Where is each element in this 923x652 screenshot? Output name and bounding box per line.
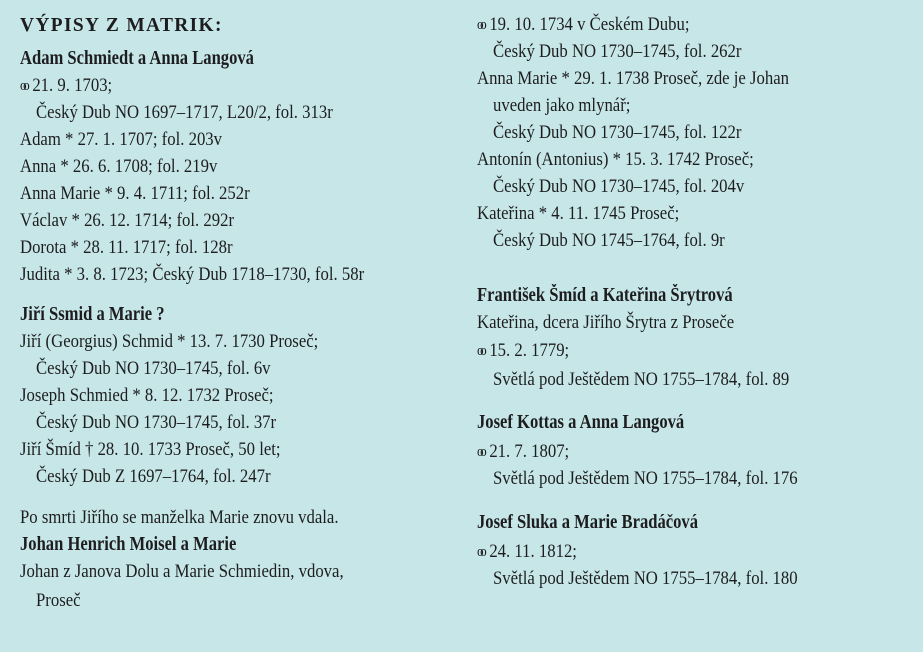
marriage-date: 19. 10. 1734 v Českém Dubu;	[489, 14, 690, 35]
family-heading: Adam Schmiedt a Anna Langová	[20, 48, 254, 69]
marriage-date: 24. 11. 1812;	[489, 541, 577, 562]
note-text: Po smrti Jiřího se manželka Marie znovu vdala.	[20, 507, 339, 528]
record-source: Český Dub NO 1730–1745, fol. 262r	[493, 41, 742, 62]
record-line: Jiří Šmíd † 28. 10. 1733 Proseč, 50 let;	[20, 439, 281, 460]
record-source: Český Dub NO 1745–1764, fol. 9r	[493, 230, 725, 251]
child-entry: Judita * 3. 8. 1723; Český Dub 1718–1730, fol. 58r	[20, 264, 365, 285]
marriage-entry	[477, 539, 577, 565]
child-entry: Václav * 26. 12. 1714; fol. 292r	[20, 210, 235, 231]
page-title: VÝPISY Z MATRIK:	[20, 14, 223, 36]
marriage-rings-icon: oo	[477, 444, 484, 460]
family-heading: Josef Sluka a Marie Bradáčová	[477, 512, 698, 533]
family-heading: Jiří Ssmid a Marie ?	[20, 304, 165, 325]
child-entry: Adam * 27. 1. 1707; fol. 203v	[20, 129, 223, 150]
record-source: Český Dub NO 1730–1745, fol. 37r	[36, 412, 277, 433]
marriage-entry	[477, 338, 569, 364]
marriage-entry	[477, 439, 569, 465]
child-entry: Dorota * 28. 11. 1717; fol. 128r	[20, 237, 233, 258]
record-line: Kateřina * 4. 11. 1745 Proseč;	[477, 203, 680, 224]
child-entry: Anna * 26. 6. 1708; fol. 219v	[20, 156, 218, 177]
record-source: Český Dub NO 1730–1745, fol. 122r	[493, 122, 742, 143]
marriage-entry	[477, 12, 689, 38]
family-heading: Josef Kottas a Anna Langová	[477, 412, 685, 433]
marriage-source: Český Dub NO 1697–1717, L20/2, fol. 313r	[36, 102, 333, 123]
marriage-date: 21. 9. 1703;	[32, 75, 113, 96]
family-heading: Johan Henrich Moisel a Marie	[20, 534, 237, 555]
record-line: Proseč	[36, 590, 81, 611]
record-line: Anna Marie * 29. 1. 1738 Proseč, zde je Johan	[477, 68, 790, 89]
marriage-date: 15. 2. 1779;	[489, 340, 570, 361]
record-line: Jiří (Georgius) Schmid * 13. 7. 1730 Proseč;	[20, 331, 319, 352]
marriage-rings-icon: oo	[477, 544, 484, 560]
family-heading: František Šmíd a Kateřina Šrytrová	[477, 285, 733, 306]
child-entry: Anna Marie * 9. 4. 1711; fol. 252r	[20, 183, 250, 204]
marriage-rings-icon: oo	[20, 78, 27, 94]
record-line: Kateřina, dcera Jiřího Šrytra z Proseče	[477, 312, 735, 333]
record-line: Johan z Janova Dolu a Marie Schmiedin, vdova,	[20, 561, 344, 582]
marriage-date: 21. 7. 1807;	[489, 441, 570, 462]
marriage-rings-icon: oo	[477, 343, 484, 359]
marriage-rings-icon: oo	[477, 17, 484, 33]
record-source: Český Dub NO 1730–1745, fol. 204v	[493, 176, 745, 197]
marriage-entry	[20, 73, 112, 99]
marriage-source: Světlá pod Ještědem NO 1755–1784, fol. 89	[493, 369, 790, 390]
record-line: Antonín (Antonius) * 15. 3. 1742 Proseč;	[477, 149, 754, 170]
record-line: uveden jako mlynář;	[493, 95, 631, 116]
marriage-source: Světlá pod Ještědem NO 1755–1784, fol. 176	[493, 468, 798, 489]
record-source: Český Dub Z 1697–1764, fol. 247r	[36, 466, 271, 487]
marriage-source: Světlá pod Ještědem NO 1755–1784, fol. 180	[493, 568, 798, 589]
record-line: Joseph Schmied * 8. 12. 1732 Proseč;	[20, 385, 274, 406]
record-source: Český Dub NO 1730–1745, fol. 6v	[36, 358, 271, 379]
